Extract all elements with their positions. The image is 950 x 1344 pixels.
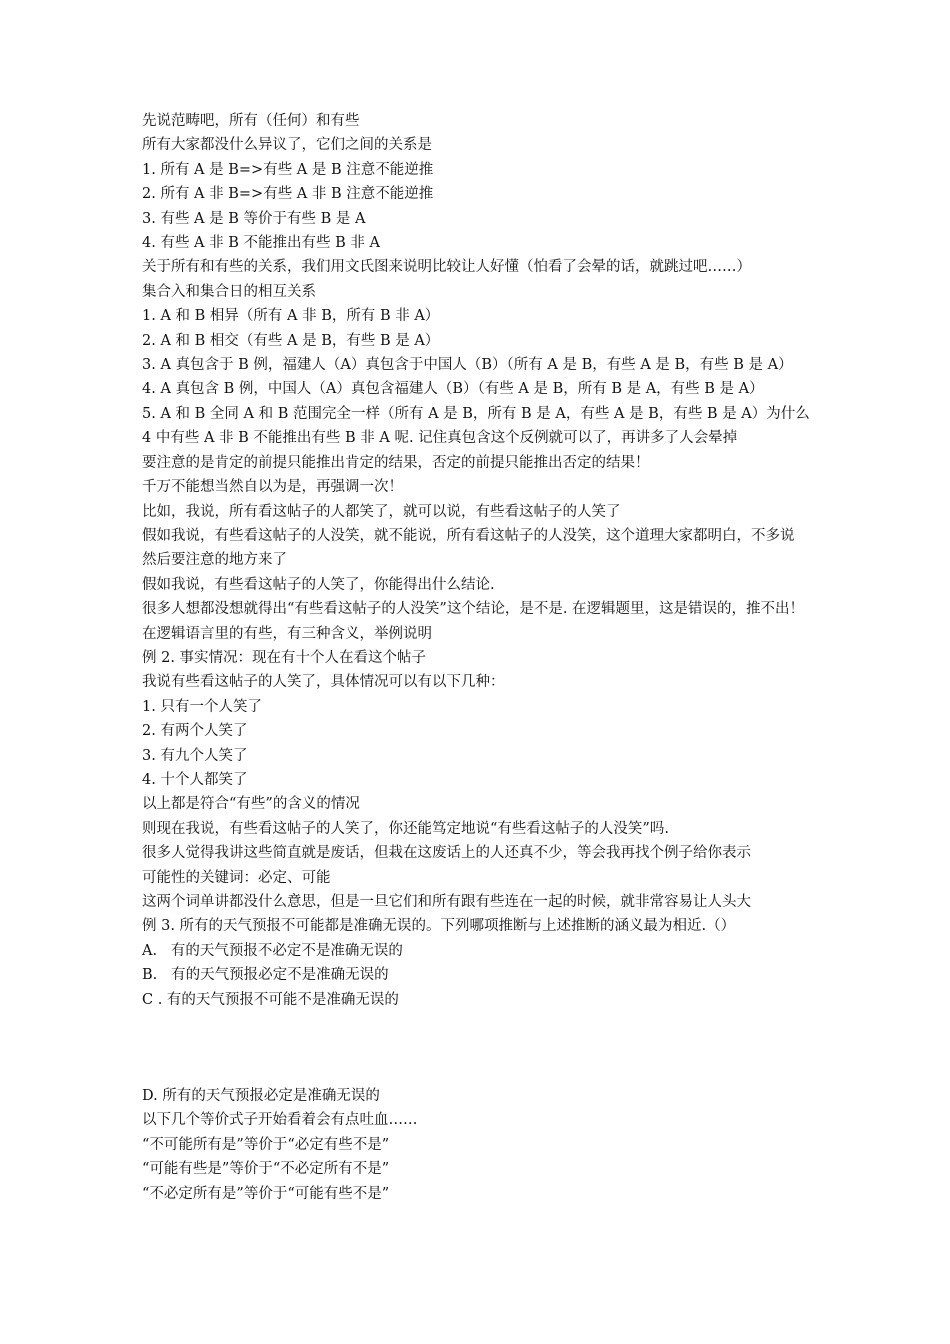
text-line: 3. 有些 A 是 B 等价于有些 B 是 A bbox=[142, 210, 366, 227]
text-line: 所有大家都没什么异议了，它们之间的关系是 bbox=[142, 137, 432, 154]
text-line: 假如我说，有些看这帖子的人笑了，你能得出什么结论. bbox=[142, 576, 495, 593]
text-line: 2. 有两个人笑了 bbox=[142, 723, 248, 740]
text-line: 关于所有和有些的关系，我们用文氏图来说明比较让人好懂（怕看了会晕的话，就跳过吧……） bbox=[142, 259, 751, 276]
text-line: A. 有的天气预报不必定不是准确无误的 bbox=[142, 942, 403, 959]
text-line: 则现在我说，有些看这帖子的人笑了，你还能笃定地说“有些看这帖子的人没笑”吗. bbox=[142, 820, 669, 837]
text-line: 2. 所有 A 非 B=>有些 A 非 B 注意不能逆推 bbox=[142, 186, 434, 203]
text-line: 要注意的是肯定的前提只能推出肯定的结果，否定的前提只能推出否定的结果！ bbox=[142, 454, 650, 471]
text-line: 以上都是符合“有些”的含义的情况 bbox=[142, 796, 360, 813]
text-line: 1. A 和 B 相异（所有 A 非 B，所有 B 非 A） bbox=[142, 308, 440, 325]
text-line: 4. A 真包含 B 例，中国人（A）真包含福建人（B）（有些 A 是 B，所有 B 是 A，有些 B 是 A） bbox=[142, 381, 764, 398]
text-line: 4. 有些 A 非 B 不能推出有些 B 非 A bbox=[142, 235, 380, 252]
text-line: “不必定所有是”等价于“可能有些不是” bbox=[142, 1185, 390, 1202]
text-line: 先说范畴吧，所有（任何）和有些 bbox=[142, 113, 360, 129]
text-line: “不可能所有是”等价于“必定有些不是” bbox=[142, 1136, 390, 1153]
text-line: 集合入和集合日的相互关系 bbox=[142, 283, 316, 300]
text-line: C . 有的天气预报不可能不是准确无误的 bbox=[142, 991, 399, 1008]
text-section-2 bbox=[142, 1084, 822, 1206]
text-line: 比如，我说，所有看这帖子的人都笑了，就可以说，有些看这帖子的人笑了 bbox=[142, 503, 621, 520]
text-line: 5. A 和 B 全同 A 和 B 范围完全一样（所有 A 是 B，所有 B 是 A，有些 A 是 B，有些 B 是 A）为什么 4 中有些 A 非 B 不能推出有些 B 非 A 呢. 记住真包含这个反例就可以了，再讲多了人会晕掉 bbox=[142, 405, 815, 447]
text-line: 假如我说，有些看这帖子的人没笑，就不能说，所有看这帖子的人没笑，这个道理大家都明白，不多说 bbox=[142, 527, 795, 544]
text-line: 在逻辑语言里的有些，有三种含义，举例说明 bbox=[142, 625, 432, 642]
text-line: 这两个词单讲都没什么意思，但是一旦它们和所有跟有些连在一起的时候，就非常容易让人头大 bbox=[142, 894, 751, 910]
blank-space bbox=[142, 1012, 822, 1084]
text-line: 我说有些看这帖子的人笑了，具体情况可以有以下几种： bbox=[142, 674, 505, 691]
text-line: “可能有些是”等价于“不必定所有不是” bbox=[142, 1161, 390, 1178]
text-line: 2. A 和 B 相交（有些 A 是 B，有些 B 是 A） bbox=[142, 332, 440, 349]
text-line: D. 所有的天气预报必定是准确无误的 bbox=[142, 1088, 380, 1105]
text-line: 1. 只有一个人笑了 bbox=[142, 698, 262, 715]
text-line: 1. 所有 A 是 B=>有些 A 是 B 注意不能逆推 bbox=[142, 161, 434, 178]
text-section-1 bbox=[142, 109, 822, 1012]
text-line: 很多人觉得我讲这些简直就是废话，但栽在这废话上的人还真不少，等会我再找个例子给你表示 bbox=[142, 845, 751, 862]
document-body bbox=[142, 109, 822, 1206]
text-line: 例 3. 所有的天气预报不可能都是准确无误的。下列哪项推断与上述推断的涵义最为相近.（） bbox=[142, 918, 736, 935]
text-line: 可能性的关键词：必定、可能 bbox=[142, 869, 331, 886]
text-line: 很多人想都没想就得出“有些看这帖子的人没笑”这个结论，是不是. 在逻辑题里，这是错误的，推不出！ bbox=[142, 601, 805, 618]
text-line: B. 有的天气预报必定不是准确无误的 bbox=[142, 967, 389, 984]
text-line: 千万不能想当然自以为是，再强调一次！ bbox=[142, 479, 403, 496]
text-line: 3. 有九个人笑了 bbox=[142, 747, 248, 764]
text-line: 4. 十个人都笑了 bbox=[142, 771, 248, 788]
text-line: 3. A 真包含于 B 例，福建人（A）真包含于中国人（B）（所有 A 是 B，有些 A 是 B，有些 B 是 A） bbox=[142, 357, 793, 374]
text-line: 例 2. 事实情况：现在有十个人在看这个帖子 bbox=[142, 649, 427, 666]
text-line: 然后要注意的地方来了 bbox=[142, 552, 287, 569]
text-line: 以下几个等价式子开始看着会有点吐血…… bbox=[142, 1112, 418, 1129]
